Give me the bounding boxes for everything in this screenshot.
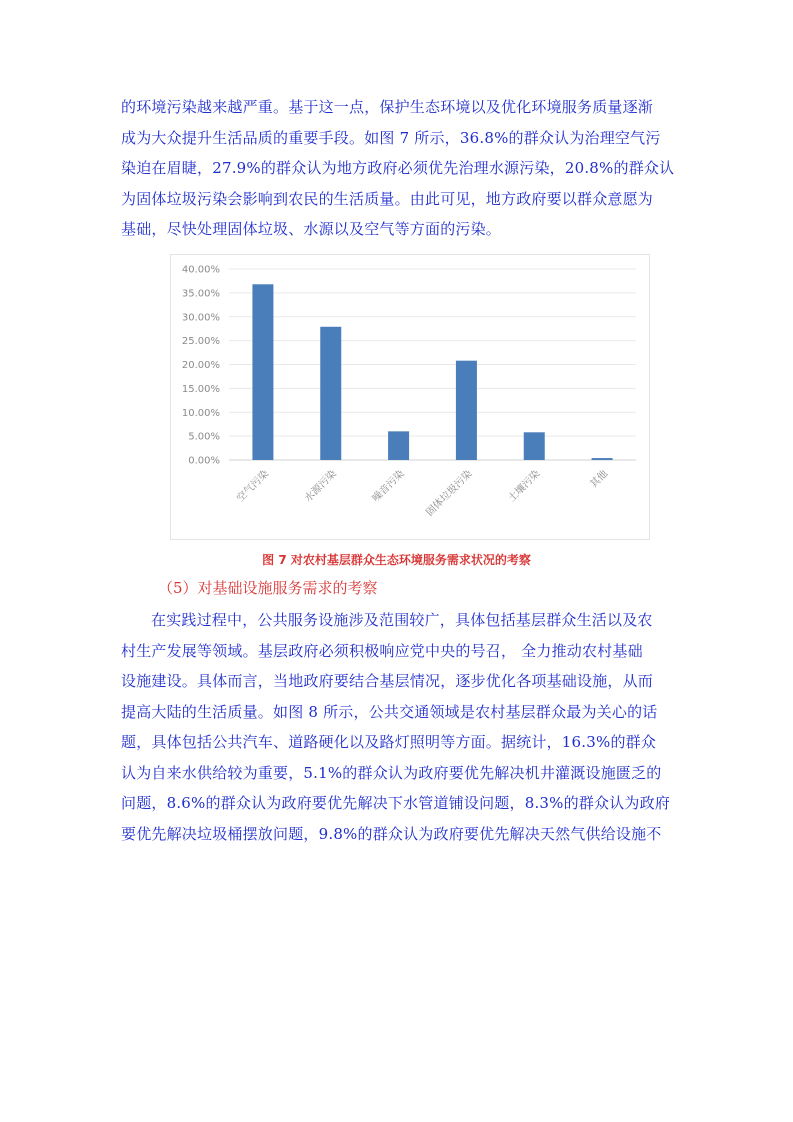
y-tick-label: 10.00% [181,407,220,419]
paragraph-line: 提高大陆的生活质量。如图 8 所示，公共交通领域是农村基层群众最为关心的话 [121,702,658,721]
paragraph-line: 基础，尽快处理固体垃圾、水源以及空气等方面的污染。 [121,220,502,238]
paragraph-line: 成为大众提升生活品质的重要手段。如图 7 所示，36.8%的群众认为治理空气污 [121,128,661,147]
bar [524,432,545,460]
bar-chart-svg [171,255,649,539]
figure-caption: 图 7 对农村基层群众生态环境服务需求状况的考察 [262,553,531,567]
paragraph-line: 在实践过程中，公共服务设施涉及范围较广，具体包括基层群众生活以及农 [151,611,653,629]
paragraph-line: 要优先解决垃圾桶摆放问题，9.8%的群众认为政府要优先解决天然气供给设施不 [121,824,662,843]
bar [320,327,341,460]
paragraph-line: 为固体垃圾污染会影响到农民的生活质量。由此可见，地方政府要以群众意愿为 [121,189,654,208]
section-heading: （5）对基础设施服务需求的考察 [158,579,378,597]
y-tick-label: 30.00% [181,312,220,324]
paragraph-line: 设施建设。具体而言，当地政府要结合基层情况，逐步优化各项基础设施，从而 [121,672,654,690]
paragraph-line: 的环境污染越来越严重。基于这一点，保护生态环境以及优化环境服务质量逐渐 [121,98,654,116]
bar-chart-figure-7 [170,254,650,540]
y-tick-label: 5.00% [188,431,220,443]
body-paragraph-infrastructure [121,605,681,849]
bar [456,361,477,460]
paragraph-line: 题，具体包括公共汽车、道路硬化以及路灯照明等方面。据统计，16.3%的群众 [121,733,657,751]
y-tick-label: 0.00% [188,455,220,467]
x-category-label: 其他 [588,468,611,491]
body-paragraph-environment [121,92,681,245]
paragraph-line: 问题，8.6%的群众认为政府要优先解决下水管道铺设问题，8.3%的群众认为政府 [121,794,671,812]
x-category-label: 水源污染 [302,468,339,505]
bar [388,431,409,460]
paragraph-line: 染迫在眉睫，27.9%的群众认为地方政府必须优先治理水源污染，20.8%的群众认 [121,159,675,177]
x-category-label: 土壤污染 [506,468,543,505]
y-tick-label: 15.00% [181,383,220,395]
bar [252,284,273,460]
y-tick-label: 35.00% [181,288,220,300]
x-category-label: 固体垃圾污染 [424,468,475,519]
paragraph-line: 认为自来水供给较为重要，5.1%的群众认为政府要优先解决机井灌溉设施匮乏的 [121,763,662,782]
x-category-label: 空气污染 [234,468,272,505]
bar [592,458,613,460]
y-tick-label: 40.00% [181,264,220,276]
x-category-label: 噪音污染 [370,468,407,505]
y-tick-label: 20.00% [181,360,220,371]
y-tick-label: 25.00% [181,336,220,348]
paragraph-line: 村生产发展等领域。基层政府必须积极响应党中央的号召， 全力推动农村基础 [121,641,643,660]
